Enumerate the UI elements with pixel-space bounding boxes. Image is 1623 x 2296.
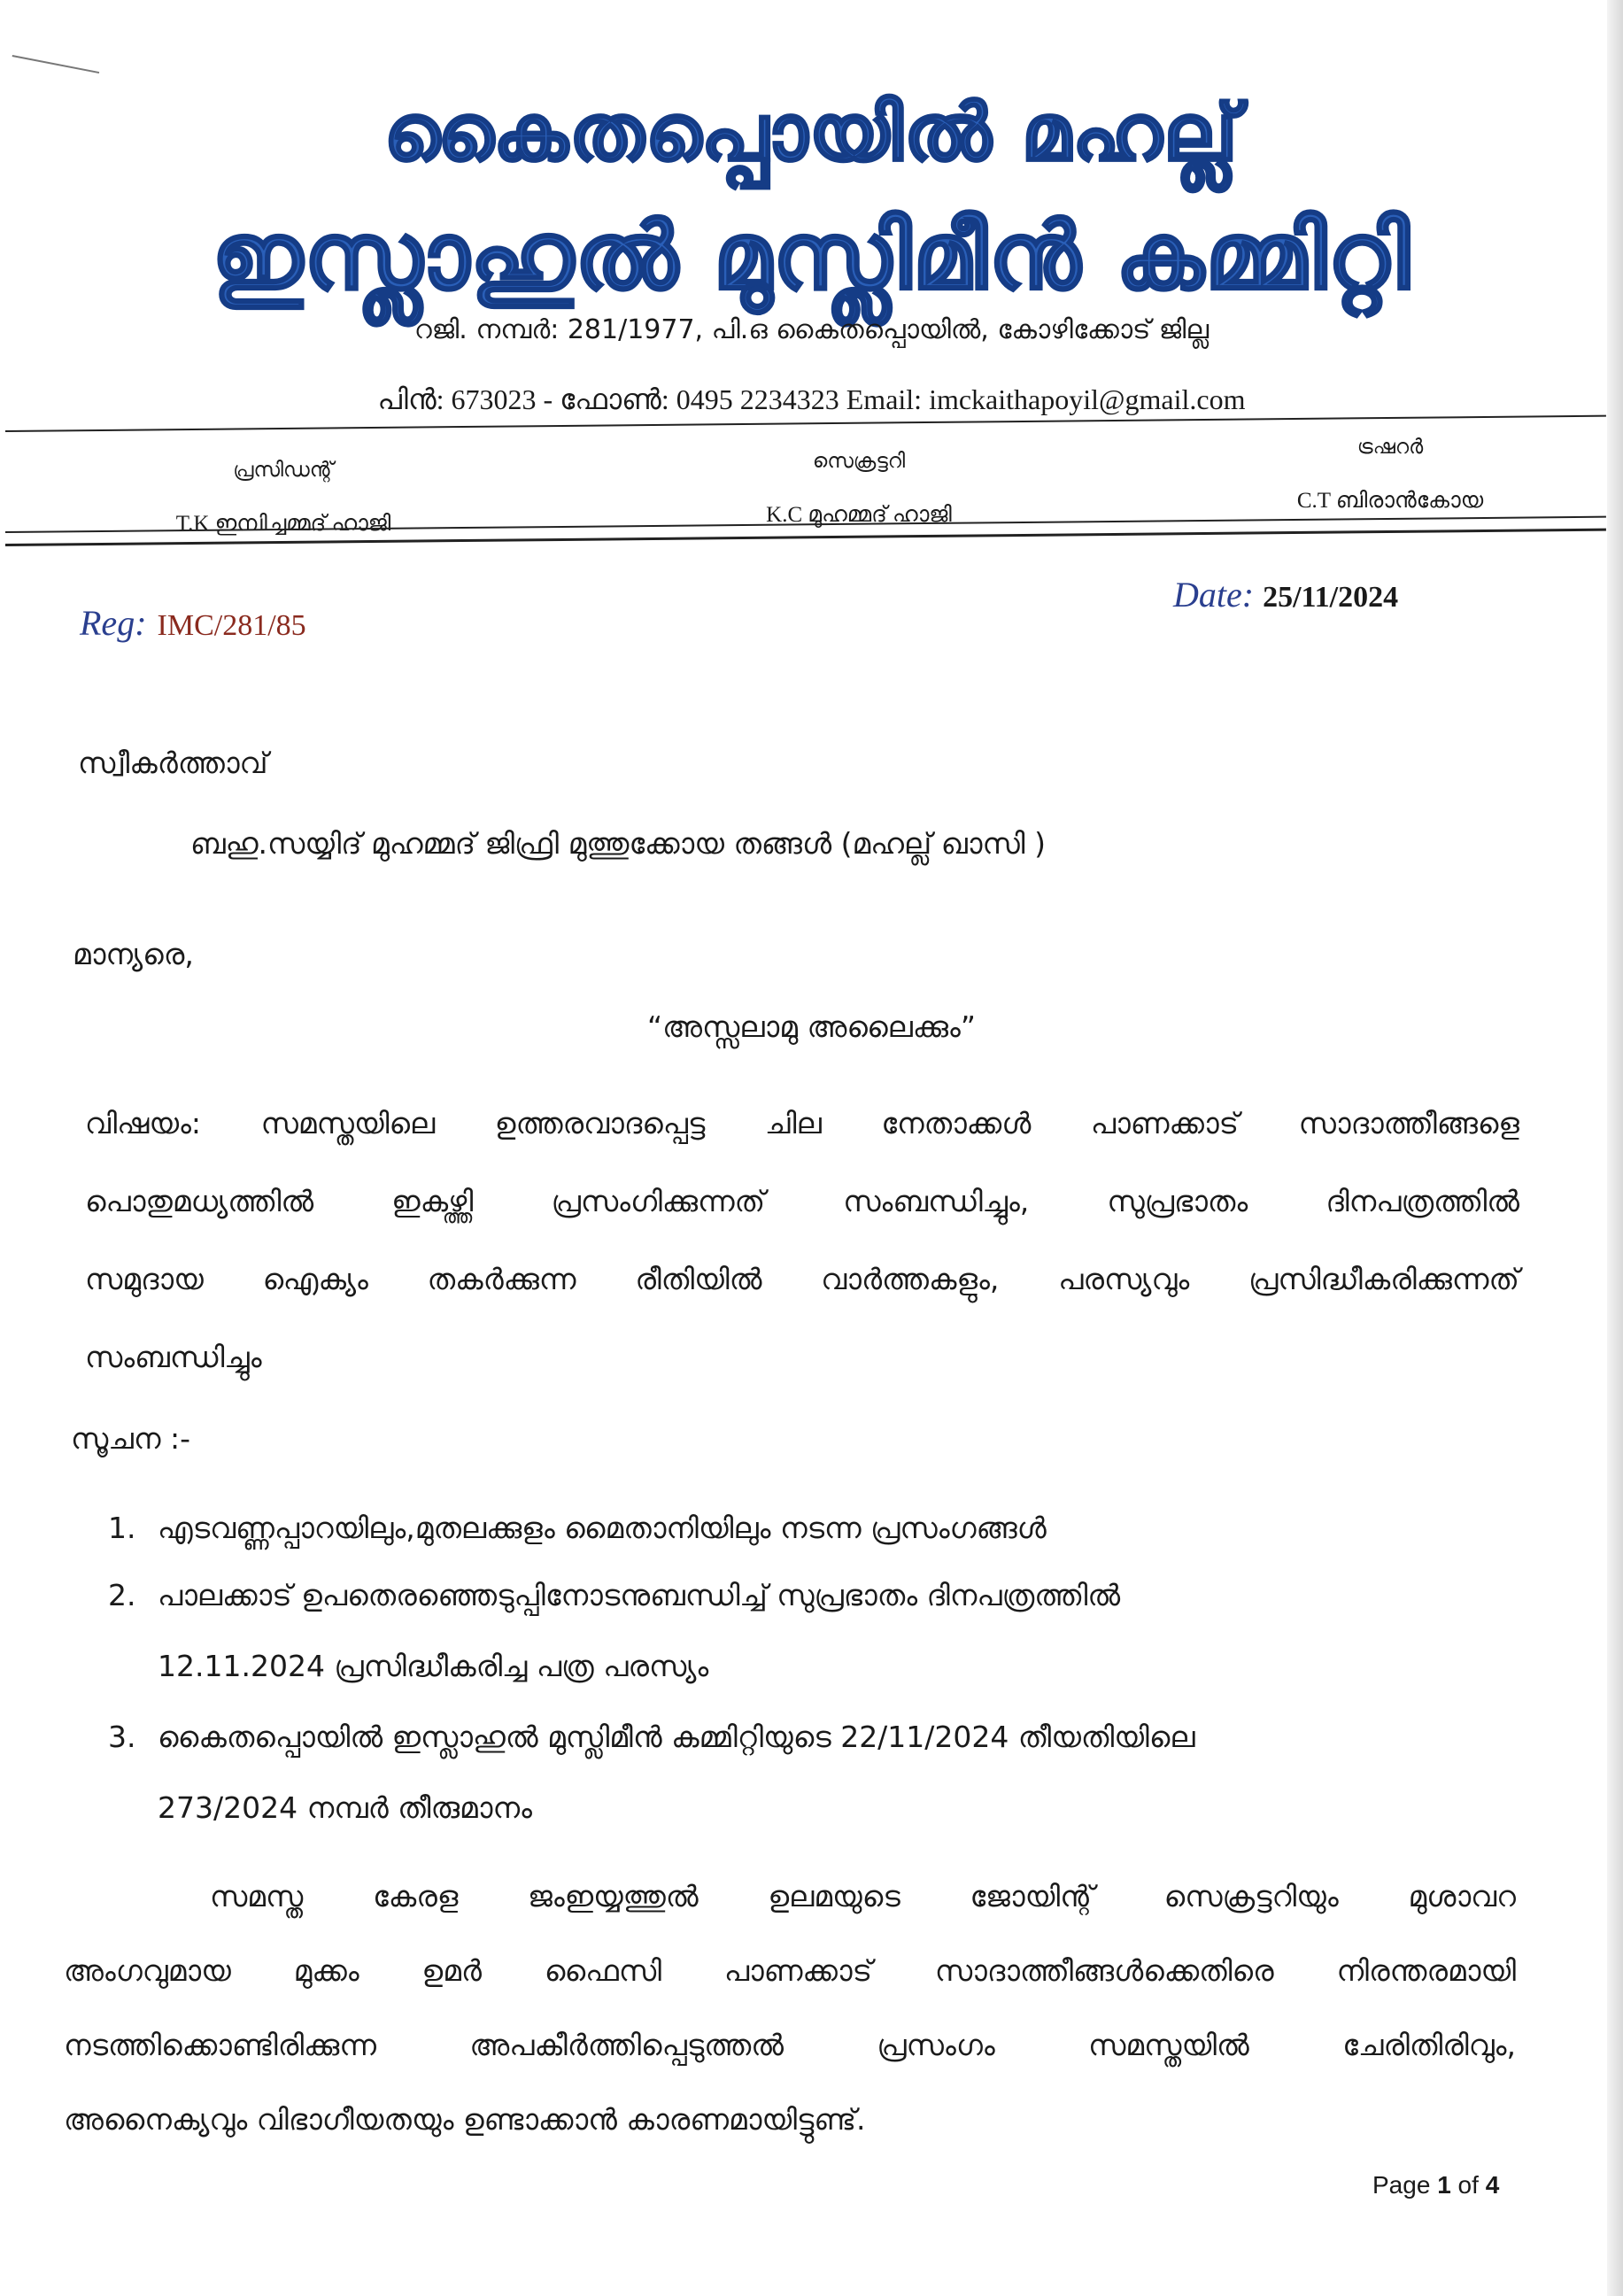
paragraph-line: സമസ്ത കേരള ജംഇയ്യത്തുൽ ഉലമയുടെ ജോയിന്റ് സെക്രട്ടറിയും മുശാവറ xyxy=(210,1879,1516,1913)
greeting: “അസ്സലാമു അലൈക്കും” xyxy=(647,1009,976,1044)
page-number xyxy=(1372,2171,1499,2199)
notice-item-number: 3. xyxy=(108,1720,136,1754)
notice-item-3 xyxy=(108,1702,1195,1844)
reference-label: Reg: xyxy=(80,603,147,643)
notice-item-number: 1. xyxy=(108,1511,136,1545)
notice-item-text-continued: 12.11.2024 പ്രസിദ്ധീകരിച്ച പത്ര പരസ്യം xyxy=(158,1649,709,1683)
notice-label: സൂചന :- xyxy=(71,1421,190,1456)
letter-date xyxy=(1173,574,1398,615)
subject-line: സമുദായ ഐക്യം തകർക്കുന്ന രീതിയിൽ വാർത്തകളും, പരസ്യവും പ്രസിദ്ധീകരിക്കുന്നത് xyxy=(85,1262,1519,1296)
recipient-label: സ്വീകർത്താവ് xyxy=(78,746,268,780)
letterhead-title-line1: കൈതപ്പൊയിൽ മഹല്ല് xyxy=(383,87,1240,178)
page-of: of xyxy=(1457,2171,1479,2199)
letterhead-registration: റജി. നമ്പർ: 281/1977, പി.ഒ കൈതപ്പൊയിൽ, കോഴിക്കോട് ജില്ല xyxy=(413,314,1210,345)
header-divider-top xyxy=(5,415,1606,432)
subject-line: പൊതുമധ്യത്തിൽ ഇകഴ്ത്തി പ്രസംഗിക്കുന്നത് സംബന്ധിച്ചും, സുപ്രഭാതം ദിനപത്രത്തിൽ xyxy=(85,1184,1519,1218)
date-value: 25/11/2024 xyxy=(1263,581,1399,614)
reference-number xyxy=(80,602,306,644)
notice-item-text: എടവണ്ണപ്പാറയിലും,മുതലക്കുളം മൈതാനിയിലും നടന്ന പ്രസംഗങ്ങൾ xyxy=(158,1511,1047,1545)
page-prefix: Page xyxy=(1372,2171,1431,2199)
salutation: മാന്യരെ, xyxy=(73,937,194,971)
subject-line: വിഷയം: സമസ്തയിലെ ഉത്തരവാദപ്പെട്ട ചില നേതാക്കൾ പാണക്കാട് സാദാത്തീങ്ങളെ xyxy=(85,1106,1519,1140)
officer-secretary-role: സെക്രട്ടറി xyxy=(812,450,906,473)
recipient-name: ബഹു.സയ്യിദ് മുഹമ്മദ് ജിഫ്രി മുത്തുക്കോയ തങ്ങൾ (മഹല്ല് ഖാസി ) xyxy=(190,826,1046,861)
notice-item-2 xyxy=(108,1560,1120,1702)
subject-block xyxy=(85,1085,1519,1396)
notice-item-1 xyxy=(108,1493,1047,1564)
officer-secretary xyxy=(726,450,992,528)
officer-president-name: T.K ഇമ്പിച്ചമ്മദ് ഹാജി xyxy=(175,512,391,536)
reference-value: IMC/281/85 xyxy=(157,609,306,642)
subject-line: സംബന്ധിച്ചും xyxy=(85,1340,262,1374)
paragraph-line: അനൈക്യവും വിഭാഗീയതയും ഉണ്ടാക്കാൻ കാരണമായിട്ടുണ്ട്. xyxy=(64,2102,866,2137)
corner-pen-mark xyxy=(12,55,99,77)
notice-item-number: 2. xyxy=(108,1578,136,1612)
officer-secretary-name: K.C മുഹമ്മദ് ഹാജി xyxy=(766,503,952,527)
page-current: 1 xyxy=(1437,2171,1451,2199)
page-total: 4 xyxy=(1485,2171,1500,2199)
officer-treasurer-role: ട്രഷറർ xyxy=(1356,436,1424,459)
paragraph-line: അംഗവുമായ മുക്കം ഉമർ ഫൈസി പാണക്കാട് സാദാത്തീങ്ങൾക്കെതിരെ നിരന്തരമായി xyxy=(64,1953,1516,1988)
officer-president-role: പ്രസിഡന്റ് xyxy=(233,459,334,482)
body-paragraph xyxy=(64,1859,1516,2157)
notice-item-text-continued: 273/2024 നമ്പർ തീരുമാനം xyxy=(158,1790,532,1825)
officer-president xyxy=(151,459,416,537)
notice-item-text: കൈതപ്പൊയിൽ ഇസ്ലാഹുൽ മുസ്ലിമീൻ കമ്മിറ്റിയുടെ 22/11/2024 തീയതിയിലെ xyxy=(158,1720,1195,1754)
officer-treasurer xyxy=(1257,436,1523,514)
notice-item-text: പാലക്കാട് ഉപതെരഞ്ഞെടുപ്പിനോടനുബന്ധിച്ച് സുപ്രഭാതം ദിനപത്രത്തിൽ xyxy=(158,1578,1121,1612)
letterhead-contact: പിൻ: 673023 - ഫോൺ: 0495 2234323 Email: imckaithapoyil@gmail.com xyxy=(377,383,1246,415)
paragraph-line: നടത്തിക്കൊണ്ടിരിക്കുന്ന അപകീർത്തിപ്പെടുത്തൽ പ്രസംഗം സമസ്തയിൽ ചേരിതിരിവും, xyxy=(64,2028,1516,2062)
letterhead-title-line2: ഇസ്ലാഹുൽ മുസ്ലിമീൻ കമ്മിറ്റി xyxy=(212,202,1411,310)
officer-treasurer-name: C.T ബിരാൻകോയ xyxy=(1296,489,1484,513)
date-label: Date: xyxy=(1173,575,1255,615)
